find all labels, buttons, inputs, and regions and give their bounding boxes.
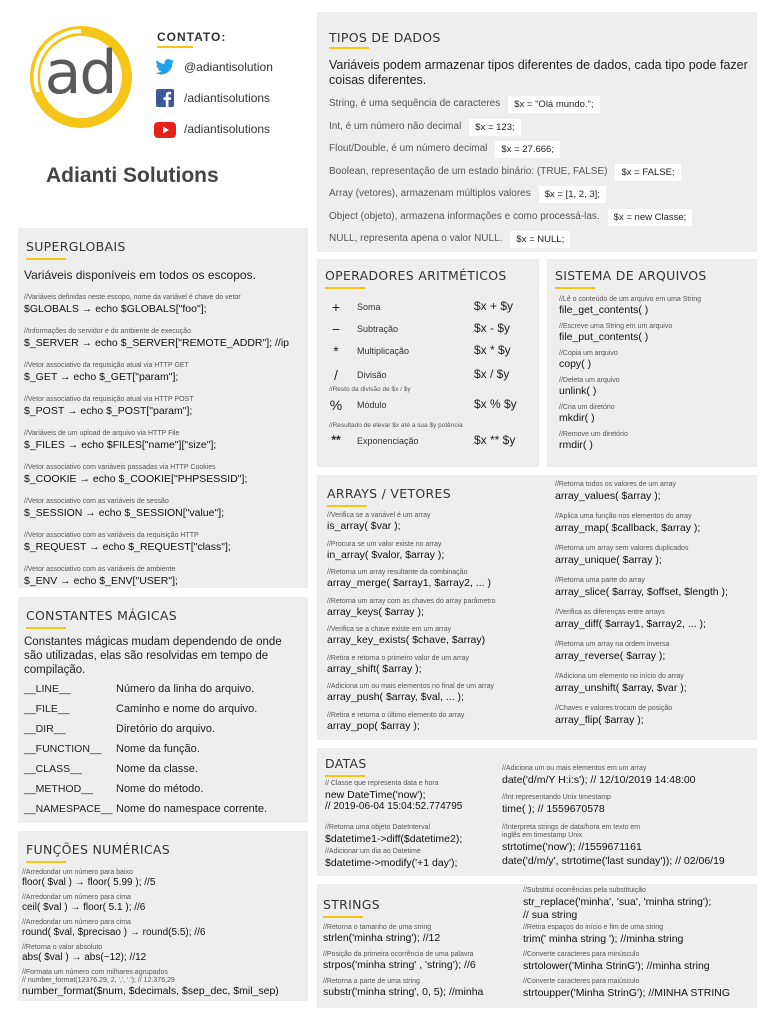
code-line: array_unique( $array ); bbox=[555, 554, 662, 566]
code-comment: //Posição da primeira ocorrência de uma palavra bbox=[323, 951, 474, 958]
code-line: array_merge( $array1, $array2, ... ) bbox=[327, 577, 491, 589]
title-underline bbox=[325, 287, 365, 289]
code-line: abs( $val ) → abs(−12); //12 bbox=[22, 952, 147, 963]
superglobais-title: SUPERGLOBAIS bbox=[26, 239, 126, 254]
header bbox=[0, 0, 312, 222]
code-comment: //Converte caracteres para minúsculo bbox=[523, 951, 640, 958]
constant-name: __LINE__ bbox=[24, 683, 71, 695]
code-line: in_array( $valor, $array ); bbox=[327, 548, 445, 561]
tipos-title: TIPOS DE DADOS bbox=[329, 30, 441, 45]
title-underline bbox=[555, 287, 595, 289]
constant-desc: Número da linha do arquivo. bbox=[116, 683, 255, 695]
code-line: unlink( ) bbox=[559, 385, 597, 397]
code-comment: //Procura se um valor existe no array bbox=[327, 540, 442, 548]
brand-name: Adianti Solutions bbox=[46, 164, 219, 187]
code-comment: inglês em timestamp Unix bbox=[502, 832, 583, 839]
type-example: $x = "Olá mundo."; bbox=[508, 96, 599, 113]
code-comment: //Substitui ocorrências pela substituição bbox=[523, 887, 646, 894]
type-example: $x = FALSE; bbox=[615, 164, 680, 181]
code-line: array_unshift( $array, $var ); bbox=[555, 682, 687, 694]
constantes-panel bbox=[18, 597, 308, 823]
code-line: substr('minha string', 0, 5); //minha bbox=[323, 986, 484, 998]
code-comment: //Retorna o tamanho de uma string bbox=[323, 924, 432, 931]
type-label: Boolean, representação de um estado binário: (TRUE, FALSE) bbox=[329, 165, 608, 177]
code-line: trim(' minha string '); //minha string bbox=[523, 933, 684, 945]
constant-name: __FILE__ bbox=[24, 703, 70, 715]
arrays-panel bbox=[317, 475, 757, 740]
code-comment: //Retira e retorna o último elemento do array bbox=[327, 711, 465, 719]
code-comment: //Retorna uma objeto DateInterval bbox=[325, 824, 431, 831]
constant-name: __CLASS__ bbox=[24, 763, 82, 775]
operator-name: Soma bbox=[357, 302, 381, 312]
operator-symbol: / bbox=[334, 367, 338, 383]
code-line: $_COOKIE → echo $_COOKIE["PHPSESSID"]; bbox=[24, 473, 248, 485]
operator-expr: $x ** $y bbox=[474, 433, 516, 447]
code-comment: //Cria um diretório bbox=[559, 404, 615, 411]
type-label: Array (vetores), armazenam múltiplos valores bbox=[329, 188, 531, 199]
arrays-title: ARRAYS / VETORES bbox=[327, 486, 451, 501]
type-example: $x = new Classe; bbox=[608, 209, 693, 226]
datas-title: DATAS bbox=[325, 756, 367, 771]
code-comment: //Retorna o valor absoluto bbox=[22, 944, 103, 951]
code-comment: //Arredondar um número para cima bbox=[22, 919, 131, 926]
code-line: array_flip( $array ); bbox=[555, 714, 644, 726]
operator-symbol: + bbox=[331, 299, 341, 315]
title-underline bbox=[325, 775, 365, 777]
code-comment: //Formata um número com milhares agrupados bbox=[22, 969, 168, 976]
code-comment: //Adiciona um ou mais elementos em um array bbox=[502, 765, 647, 772]
constant-desc: Nome da função. bbox=[116, 743, 200, 755]
code-comment: // number_format(12376.29, 2, ',', '.'); // 12.376,29 bbox=[22, 977, 175, 984]
type-label: Int, é um número não decimal bbox=[329, 120, 462, 132]
type-example: $x = 27.666; bbox=[495, 141, 560, 158]
code-comment: // Classe que representa data e hora bbox=[325, 780, 439, 787]
code-comment: //Verifica as diferenças entre arrays bbox=[555, 609, 665, 616]
code-line: time( ); // 1559670578 bbox=[502, 803, 605, 815]
code-result: // 2019-06-04 15:04:52.774795 bbox=[325, 801, 463, 812]
code-comment: //Vetor associativo com variáveis passadas via HTTP Cookies bbox=[24, 464, 216, 471]
title-underline bbox=[329, 47, 369, 49]
code-comment: //Vetor associativo com as variáveis de ambiente bbox=[24, 566, 176, 573]
contact-underline bbox=[157, 46, 193, 48]
operator-name: Divisão bbox=[357, 370, 387, 380]
code-line: array_reverse( $array ); bbox=[555, 650, 666, 662]
code-comment: //Resultado de elevar $x até a sua $y potência bbox=[329, 422, 463, 429]
code-line: array_keys( $array ); bbox=[327, 605, 424, 618]
code-comment: //Chaves e valores trocam de posição bbox=[555, 705, 673, 712]
code-comment: //Retorna uma parte do array bbox=[555, 577, 645, 584]
code-line: $_REQUEST → echo $_REQUEST["class"]; bbox=[24, 541, 231, 553]
logo-text: ad bbox=[44, 38, 116, 108]
code-comment: //Vetor associativo com as variáveis de sessão bbox=[24, 498, 169, 505]
constant-desc: Nome do método. bbox=[116, 783, 204, 795]
operator-symbol: % bbox=[329, 397, 343, 413]
operadores-panel bbox=[317, 259, 539, 467]
code-line: strtoupper('Minha StrinG'); //MINHA STRING bbox=[523, 987, 731, 999]
youtube-icon bbox=[154, 122, 176, 138]
funcoes-title: FUNÇÕES NUMÉRICAS bbox=[26, 842, 170, 857]
code-comment: //Vetor associativo com as variáveis da requisição HTTP bbox=[24, 532, 199, 539]
constant-desc: Diretório do arquivo. bbox=[116, 723, 216, 735]
constant-name: __FUNCTION__ bbox=[24, 743, 102, 755]
code-line: array_slice( $array, $offset, $length ); bbox=[555, 586, 728, 598]
code-line: array_shift( $array ); bbox=[327, 662, 422, 675]
type-label: Object (objeto), armazena informações e como processá-las. bbox=[329, 210, 600, 222]
type-example: $x = [1, 2, 3]; bbox=[539, 186, 606, 203]
title-underline bbox=[327, 505, 367, 507]
code-line: strpos('minha string' , 'string'); //6 bbox=[323, 959, 476, 971]
arquivos-panel bbox=[547, 259, 757, 467]
operator-expr: $x / $y bbox=[474, 367, 510, 381]
code-comment: //Lê o conteúdo de um arquivo em uma String bbox=[559, 296, 702, 303]
code-line: $_GET → echo $_GET["param"]; bbox=[24, 371, 179, 383]
operator-expr: $x % $y bbox=[474, 397, 517, 411]
code-comment: //Retira espaços do início e fim de uma string bbox=[523, 924, 664, 931]
code-line: array_pop( $array ); bbox=[327, 719, 420, 732]
constant-desc: Nome da classe. bbox=[116, 763, 198, 775]
code-line: date('d/m/Y H:i:s'); // 12/10/2019 14:48:00 bbox=[502, 774, 696, 786]
code-comment: //Retorna um array sem valores duplicados bbox=[555, 545, 689, 552]
code-comment: //Arredondar um número para cima bbox=[22, 894, 131, 901]
code-comment: //Resto da divisão de $x / $y bbox=[329, 386, 411, 393]
constantes-intro: Constantes mágicas mudam dependendo de onde são utilizadas, elas são resolvidas em tempo de compilação. bbox=[24, 636, 282, 676]
code-line: $GLOBALS → echo $GLOBALS["foo"]; bbox=[24, 303, 207, 315]
datas-panel bbox=[317, 748, 757, 876]
code-line: array_diff( $array1, $array2, ... ); bbox=[555, 618, 706, 630]
facebook-link[interactable]: /adiantisolutions bbox=[184, 91, 271, 105]
strings-panel bbox=[317, 884, 757, 1008]
code-line: copy( ) bbox=[559, 358, 592, 370]
code-comment: //Verifica se a chave existe em um array bbox=[327, 626, 452, 633]
code-comment: //Vetor associativo da requisição atual via HTTP POST bbox=[24, 396, 194, 403]
code-line: strlen('minha string'); //12 bbox=[323, 932, 441, 944]
code-line: array_values( $array ); bbox=[555, 490, 661, 502]
code-line: ceil( $val ) → floor( 5.1 ); //6 bbox=[22, 902, 146, 913]
code-comment: //Retorna todos os valores de um array bbox=[555, 481, 677, 488]
code-comment: //Informações do servidor e do ambiente de execução bbox=[24, 328, 191, 335]
operator-name: Exponenciação bbox=[357, 436, 419, 446]
superglobais-panel bbox=[18, 228, 308, 588]
title-underline bbox=[26, 627, 66, 629]
twitter-link[interactable]: @adiantisolution bbox=[184, 60, 273, 74]
constant-name: __METHOD__ bbox=[24, 783, 93, 795]
operator-expr: $x - $y bbox=[474, 321, 511, 335]
code-comment: //Variáveis de um upload de arquivo via HTTP File bbox=[24, 430, 180, 437]
code-comment: //Vetor associativo da requisição atual via HTTP GET bbox=[24, 362, 189, 369]
type-label: String, é uma sequência de caracteres bbox=[329, 98, 501, 109]
operator-symbol: * bbox=[333, 343, 339, 359]
code-comment: //Retorna um array na ordem inversa bbox=[555, 641, 670, 648]
arquivos-title: SISTEMA DE ARQUIVOS bbox=[555, 268, 707, 283]
operator-symbol: − bbox=[331, 321, 341, 337]
type-label: NULL, representa apena o valor NULL. bbox=[329, 233, 503, 244]
type-example: $x = NULL; bbox=[510, 231, 570, 248]
code-line: array_push( $array, $val, ... ); bbox=[327, 691, 464, 703]
tipos-panel bbox=[317, 12, 757, 252]
code-line: $_FILES → echo $FILES["name"]["size"]; bbox=[24, 439, 217, 451]
code-line: date('d/m/y', strtotime('last sunday')); // 02/06/19 bbox=[502, 855, 725, 867]
code-comment: //Int representando Unix timestamp bbox=[502, 794, 611, 801]
constant-name: __DIR__ bbox=[24, 723, 66, 735]
operator-expr: $x * $y bbox=[474, 343, 511, 357]
contact-title: CONTATO: bbox=[157, 30, 227, 44]
code-comment: //Remove um diretório bbox=[559, 431, 628, 438]
title-underline bbox=[26, 861, 66, 863]
operadores-title: OPERADORES ARITMÉTICOS bbox=[325, 268, 507, 283]
code-line: array_key_exists( $chave, $array) bbox=[327, 634, 486, 646]
code-line: strtotime('now'); //1559671161 bbox=[502, 841, 642, 853]
code-line: $_SESSION → echo $_SESSION["value"]; bbox=[24, 507, 225, 519]
code-line: is_array( $var ); bbox=[327, 520, 401, 532]
operator-name: Módulo bbox=[357, 400, 387, 410]
code-comment: //Escreve uma String em um arquivo bbox=[559, 323, 673, 330]
code-comment: //Retira e retorna o primeiro valor de um array bbox=[327, 654, 469, 662]
code-comment: //Adiciona um elemento no início do array bbox=[555, 673, 684, 680]
code-line: // sua string bbox=[523, 909, 578, 921]
code-line: rmdir( ) bbox=[559, 439, 593, 451]
type-label: Flout/Double, é um número decimal bbox=[329, 143, 488, 154]
code-comment: //Copia um arquivo bbox=[559, 350, 618, 357]
title-underline bbox=[26, 258, 66, 260]
funcoes-panel bbox=[18, 831, 308, 1001]
facebook-icon bbox=[156, 89, 174, 107]
code-comment: //Converte caracteres para maiúsculo bbox=[523, 978, 640, 985]
operator-name: Subtração bbox=[357, 324, 399, 334]
superglobais-intro: Variáveis disponíveis em todos os escopos. bbox=[24, 268, 256, 282]
code-comment: //Verifica se a variável é um array bbox=[327, 512, 431, 519]
code-comment: //Interpreta strings de data/hora em texto em bbox=[502, 824, 641, 831]
constant-name: __NAMESPACE__ bbox=[24, 803, 113, 815]
code-comment: //Retorna um array com as chaves do array parâmetro bbox=[327, 597, 496, 605]
youtube-link[interactable]: /adiantisolutions bbox=[184, 122, 271, 136]
code-comment: //Retorna a parte de uma string bbox=[323, 978, 420, 985]
tipos-intro: Variáveis podem armazenar tipos diferentes de dados, cada tipo pode fazer coisas diferentes. bbox=[329, 58, 748, 87]
code-line: $_SERVER → echo $_SERVER["REMOTE_ADDR"]; //ip bbox=[24, 337, 289, 349]
code-line: new DateTime('now'); bbox=[325, 789, 426, 801]
code-line: file_get_contents( ) bbox=[559, 304, 649, 316]
code-line: array_map( $callback, $array ); bbox=[555, 522, 701, 534]
code-line: $_ENV → echo $_ENV["USER"]; bbox=[24, 575, 178, 587]
code-comment: //Arredondar um número para baixo bbox=[22, 869, 133, 876]
code-line: strtolower('Minha StrinG'); //minha string bbox=[523, 960, 710, 972]
code-line: number_format($num, $decimals, $sep_dec, $mil_sep) bbox=[22, 985, 279, 997]
constant-desc: Caminho e nome do arquivo. bbox=[116, 703, 258, 715]
code-line: floor( $val ) → floor( 5.99 ); //5 bbox=[22, 877, 156, 888]
operator-name: Multiplicação bbox=[357, 346, 410, 356]
constant-desc: Nome do namespace corrente. bbox=[116, 803, 268, 815]
code-comment: //Variáveis definidas neste escopo, nome da variável é chave do vetor bbox=[24, 294, 241, 301]
strings-title: STRINGS bbox=[323, 897, 381, 912]
operator-symbol: ** bbox=[331, 433, 341, 447]
title-underline bbox=[323, 916, 363, 918]
code-line: $datetime->modify('+1 day'); bbox=[325, 857, 458, 869]
operator-expr: $x + $y bbox=[474, 299, 514, 313]
code-comment: //Retorna um array resultante da combinação bbox=[327, 569, 468, 576]
twitter-icon bbox=[155, 58, 175, 76]
code-comment: //Aplica uma função nos elementos do array bbox=[555, 513, 692, 520]
code-line: mkdir( ) bbox=[559, 412, 595, 424]
code-comment: //Adicionar um dia ao Datetime bbox=[325, 848, 421, 855]
type-example: $x = 123; bbox=[469, 119, 520, 136]
constantes-title: CONSTANTES MÁGICAS bbox=[26, 608, 177, 623]
code-comment: //Adiciona um ou mais elementos no final de um array bbox=[327, 683, 494, 690]
code-line: $_POST → echo $_POST["param"]; bbox=[24, 405, 193, 417]
code-line: file_put_contents( ) bbox=[559, 331, 649, 343]
code-line: $datetime1->diff($datetime2); bbox=[325, 833, 463, 845]
code-line: round( $val, $precisao ) → round(5.5); //6 bbox=[22, 927, 206, 938]
code-comment: //Deleta um arquivo bbox=[559, 377, 620, 384]
code-line: str_replace('minha', 'sua', 'minha string'); bbox=[523, 896, 712, 908]
